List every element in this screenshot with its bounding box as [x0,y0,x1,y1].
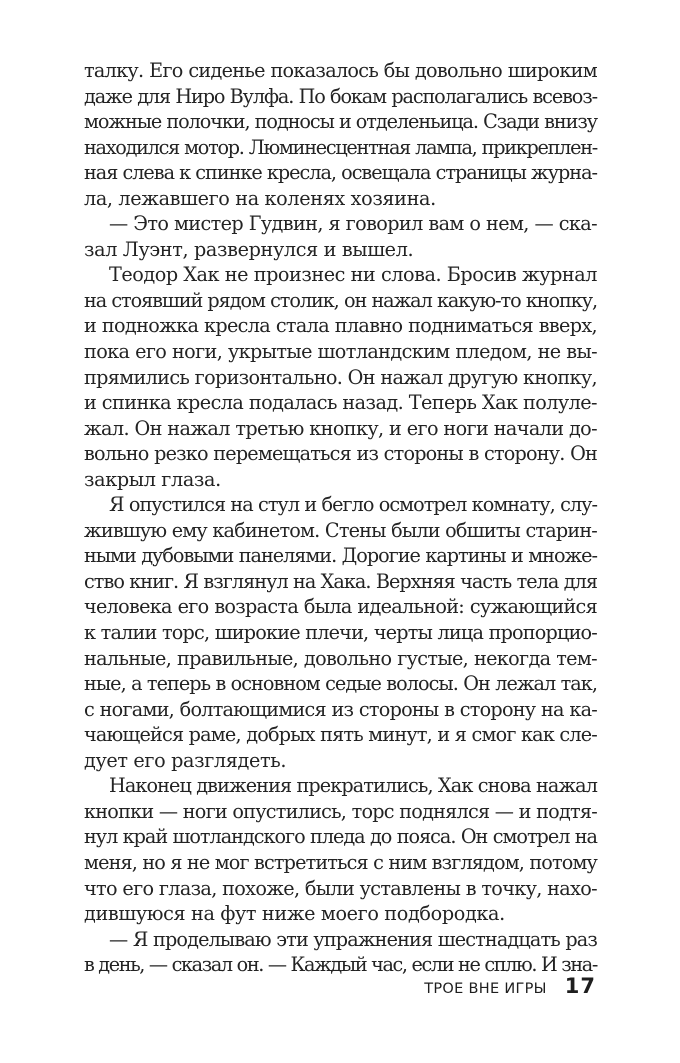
text-line: человека его возраста была идеальной: сужающийся [84,595,597,619]
text-line: дившуюся на фут ниже моего подбородка. [84,902,505,926]
text-line: Наконец движения прекратились, Хак снова нажал [109,774,597,798]
text-line: Я опустился на стул и бегло осмотрел комнату, слу- [109,493,597,517]
text-line: нальные, правильные, довольно густые, некогда тем- [84,646,597,670]
text-line: находился мотор. Люминесцентная лампа, прикреплен- [84,135,597,159]
text-line: с ногами, болтающимися из стороны в сторону на ка- [84,697,597,721]
text-line: что его глаза, похоже, были уставлены в точку, нахо- [84,876,597,900]
text-line: к талии торс, широкие плечи, черты лица пропорцио- [84,621,597,645]
text-line: даже для Ниро Вулфа. По бокам располагались всевоз- [84,84,597,108]
text-line: на стоявший рядом столик, он нажал какую-то кнопку, [84,288,597,312]
text-line: в день, — сказал он. — Каждый час, если не сплю. И зна- [84,953,597,977]
text-line: Теодор Хак не произнес ни слова. Бросив журнал [109,263,597,287]
text-line: нул край шотландского пледа до пояса. Он смотрел на [84,825,597,849]
text-line: и подножка кресла стала плавно подниматься вверх, [84,314,597,338]
text-line: кнопки — ноги опустились, торс поднялся — и подтя- [84,799,597,823]
text-line: ла, лежавшего на коленях хозяина. [84,186,436,210]
page-footer [424,974,596,1000]
text-line: зал Луэнт, развернулся и вышел. [84,237,414,261]
text-line: жившую ему кабинетом. Стены были обшиты старин- [84,518,597,542]
body-text [84,58,597,978]
text-line: — Я проделываю эти упражнения шестнадцать раз [109,927,597,951]
text-line: чающейся раме, добрых пять минут, и я смог как сле- [84,723,597,747]
text-line: закрыл глаза. [84,467,221,491]
text-line: дует его разглядеть. [84,748,287,772]
text-line: и спинка кресла подалась назад. Теперь Хак полуле- [84,391,597,415]
text-line: ными дубовыми панелями. Дорогие картины и множе- [84,544,597,568]
text-line: меня, но я не мог встретиться с ним взглядом, потому [84,850,597,874]
text-line: талку. Его сиденье показалось бы довольно широким [84,59,597,82]
text-line: ные, а теперь в основном седые волосы. Он лежал так, [84,672,597,696]
text-line: ная слева к спинке кресла, освещала страницы журна- [84,161,597,185]
text-line: ство книг. Я взглянул на Хака. Верхняя часть тела для [84,569,597,593]
text-line: прямились горизонтально. Он нажал другую кнопку, [84,365,597,389]
running-title: ТРОЕ ВНЕ ИГРЫ [424,981,547,997]
text-line: — Это мистер Гудвин, я говорил вам о нем, — ска- [109,212,597,236]
page-number: 17 [564,974,596,998]
text-line: пока его ноги, укрытые шотландским пледом, не вы- [84,340,597,364]
text-line: можные полочки, подносы и отделеньица. Сзади внизу [84,110,597,134]
text-line: жал. Он нажал третью кнопку, и его ноги начали до- [84,416,597,440]
text-line: вольно резко перемещаться из стороны в сторону. Он [84,442,597,466]
